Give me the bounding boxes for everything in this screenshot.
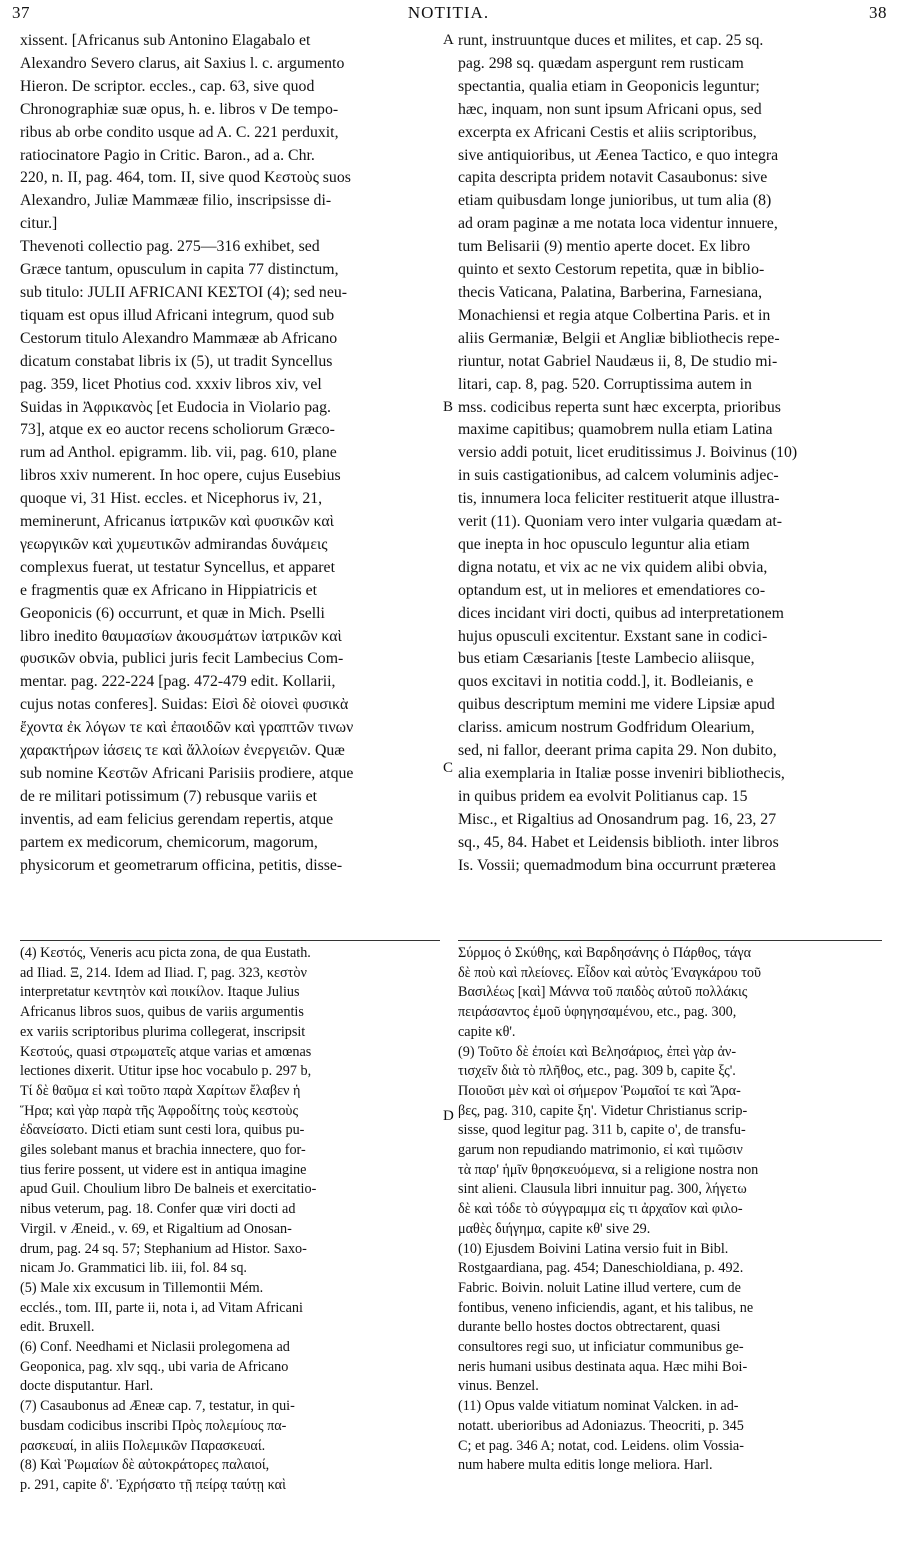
text-line: pag. 359, licet Photius cod. xxxiv libros xiv, vel <box>20 375 322 393</box>
main-text-right-column <box>458 30 882 878</box>
text-line: aliis Germaniæ, Belgii et Angliæ bibliothecis repe- <box>458 329 780 347</box>
footnote-line: capite κθ'. <box>458 1023 516 1040</box>
footnote-line: ρασκευαί, in aliis Πολεμικῶν Παρασκευαί. <box>20 1437 266 1454</box>
text-line: riuntur, notat Gabriel Naudæus ii, 8, De studio mi- <box>458 352 778 370</box>
section-marker-d: D <box>443 1108 454 1124</box>
footnote-line: nibus veterum, pag. 18. Confer quæ viri docti ad <box>20 1201 296 1218</box>
text-line: Hieron. De scriptor. eccles., cap. 63, sive quod <box>20 77 315 95</box>
footnote-line: C; et pag. 346 A; notat, cod. Leidens. olim Vossia- <box>458 1437 744 1454</box>
footnote-line: durante bello hostes doctos obtrectarent, quasi <box>458 1319 721 1336</box>
text-line: partem ex medicorum, chemicorum, magorum, <box>20 833 318 851</box>
footnote-line: (10) Ejusdem Boivini Latina versio fuit in Bibl. <box>458 1240 729 1257</box>
text-line: mentar. pag. 222-224 [pag. 472-479 edit. Kollarii, <box>20 673 336 691</box>
text-line: libro inedito θαυμασίων ἀκουσμάτων ἰατρικῶν καὶ <box>20 627 342 645</box>
footnote-divider-right <box>458 940 882 941</box>
footnote-line: (11) Opus valde vitiatum nominat Valcken. in ad- <box>458 1398 739 1415</box>
text-line: tiquam est opus illud Africani integrum, quod sub <box>20 306 335 324</box>
text-line: hujus opusculi excitentur. Exstant sane in codici- <box>458 627 768 645</box>
text-line: φυσικῶν obvia, publici juris fecit Lambecius Com- <box>20 650 344 668</box>
text-line: etiam quibusdam longe junioribus, ut tum alia (8) <box>458 192 772 210</box>
footnote-line: (7) Casaubonus ad Æneæ cap. 7, testatur, in qui- <box>20 1398 295 1415</box>
footnote-line: Τί δὲ θαῦμα εἰ καὶ τοῦτο παρὰ Χαρίτων ἔλαβεν ἡ <box>20 1082 301 1099</box>
text-line: verit (11). Quoniam vero inter vulgaria quædam at- <box>458 513 783 531</box>
text-line: Geoponicis (6) occurrunt, et quæ in Mich. Pselli <box>20 604 325 622</box>
footnote-line: Σύρμος ὁ Σκύθης, καὶ Βαρδησάνης ὁ Πάρθος, τάγα <box>458 945 752 961</box>
footnote-line: p. 291, capite δ'. Ἐχρήσατο τῇ πείρᾳ ταύτῃ καὶ <box>20 1476 286 1493</box>
footnote-line: vinus. Benzel. <box>458 1378 539 1395</box>
footnote-line: consultores regi suo, ut inficiatur communibus ge- <box>458 1339 744 1356</box>
text-line: quos excitavi in notitia codd.], it. Bodleianis, e <box>458 673 754 691</box>
text-line: ribus ab orbe condito usque ad A. C. 221 perduxit, <box>20 123 339 141</box>
footnote-line: interpretatur κεντητὸν καὶ ποικίλον. Itaque Julius <box>20 984 300 1001</box>
footnote-line: Geoponica, pag. xlv sqq., ubi varia de Africano <box>20 1358 289 1375</box>
footnote-line: (5) Male xix excusum in Tillemontii Mém. <box>20 1279 264 1296</box>
footnotes-left-column <box>20 944 440 1496</box>
footnote-line: neris humani usibus destinata aqua. Hæc mihi Boi- <box>458 1358 748 1375</box>
text-line: Chronographiæ suæ opus, h. e. libros v De tempo- <box>20 100 339 118</box>
text-line: runt, instruuntque duces et milites, et cap. 25 sq. <box>458 32 764 49</box>
footnote-line: Virgil. v Æneid., v. 69, et Rigaltium ad Onosan- <box>20 1220 292 1237</box>
footnote-line: ex variis scriptoribus plurima collegerat, inscripsit <box>20 1023 306 1040</box>
text-line: optandum est, ut in meliores et emendatiores co- <box>458 581 766 599</box>
footnote-line: num habere multa editis longe meliora. Harl. <box>458 1457 713 1474</box>
footnote-line: ecclés., tom. III, parte ii, nota i, ad Vitam Africani <box>20 1299 303 1316</box>
text-line: inventis, ad eam felicius gerendam repertis, atque <box>20 810 334 828</box>
text-line: Alexandro Severo clarus, ait Saxius l. c. argumento <box>20 54 345 72</box>
page-header <box>0 0 897 30</box>
text-line: sq., 45, 84. Habet et Leidensis biblioth. inter libros <box>458 833 779 851</box>
footnote-line: τισχεῖν διὰ τὸ πλῆθος, etc., pag. 309 b, capite ξς'. <box>458 1063 736 1080</box>
text-line: alia exemplaria in Italiæ posse inveniri bibliothecis, <box>458 765 785 782</box>
text-line: de re militari potissimum (7) rebusque variis et <box>20 787 318 805</box>
text-line: digna notatu, et vix ac ne vix quidem alibi obvia, <box>458 558 768 576</box>
footnote-line: ad Iliad. Ξ, 214. Idem ad Iliad. Γ, pag. 323, κεστὸν <box>20 964 307 981</box>
footnote-line: apud Guil. Choulium libro De balneis et exercitatio- <box>20 1181 317 1198</box>
footnote-line: βες, pag. 310, capite ξη'. Videtur Christianus scrip- <box>458 1102 748 1119</box>
footnote-line: Βασιλέως [καὶ] Μάννα τοῦ παιδὸς αὐτοῦ πολλάκις <box>458 984 748 1001</box>
text-line: cujus notas conferes]. Suidas: Εἰσὶ δὲ οἱονεὶ φυσικὰ <box>20 696 349 714</box>
text-line: ad oram paginæ a me notata loca videntur innuere, <box>458 215 778 233</box>
text-line: complexus fuerat, ut testatur Syncellus, et apparet <box>20 558 335 576</box>
text-line: Is. Vossii; quemadmodum bina occurrunt præterea <box>458 856 776 874</box>
text-line: Græce tantum, opusculum in capita 77 distinctum, <box>20 261 339 279</box>
footnote-line: tius ferire possent, ut videre est in antiqua imagine <box>20 1161 307 1178</box>
text-line: citur.] <box>20 215 58 233</box>
text-line: Alexandro, Juliæ Mammææ filio, inscripsisse di- <box>20 192 332 210</box>
text-line: ratiocinatore Pagio in Critic. Baron., ad a. Chr. <box>20 146 315 164</box>
footnote-line: notatt. uberioribus ad Adoniazus. Theocriti, p. 345 <box>458 1417 744 1434</box>
left-page-number: 37 <box>12 3 30 22</box>
text-line: dicatum constabat libris ix (5), ut tradit Syncellus <box>20 352 333 370</box>
text-line: excerpta ex Africani Cestis et aliis scriptoribus, <box>458 123 757 141</box>
text-line: pag. 298 sq. quædam aspergunt rem rusticam <box>458 54 744 72</box>
text-line: 220, n. II, pag. 464, tom. II, sive quod Κεστοὺς suos <box>20 169 351 187</box>
footnote-line: lectiones dixerit. Utitur ipse hoc vocabulo p. 297 b, <box>20 1063 312 1080</box>
footnotes-right-column <box>458 944 882 1476</box>
footnote-line: sint alieni. Clausula libri innuitur pag. 300, λήγετω <box>458 1181 747 1198</box>
text-line: spectantia, qualia etiam in Geoponicis leguntur; <box>458 77 760 95</box>
footnote-line: giles solebant manus et brachia innectere, quo for- <box>20 1142 306 1159</box>
footnote-line: δὲ ποὺ καὶ πλείονες. Εἶδον καὶ αὐτὸς Ἐναγκάρου τοῦ <box>458 964 762 981</box>
text-line: in quibus pridem ea evolvit Politianus cap. 15 <box>458 787 748 805</box>
footnote-line: garum non repudiando matrimonio, εἰ καὶ τιμῶσιν <box>458 1142 743 1159</box>
text-line: thecis Vaticana, Palatina, Barberina, Farnesiana, <box>458 283 763 301</box>
text-line: γεωργικῶν καὶ χυμευτικῶν admirandas δυνάμεις <box>20 535 328 553</box>
section-marker-b: B <box>443 399 454 415</box>
text-line: in suis castigationibus, ad calcem voluminis adjec- <box>458 467 779 485</box>
text-line: versio addi potuit, licet eruditissimus J. Boivinus (10) <box>458 444 798 462</box>
text-line: hæc, inquam, non sunt ipsum Africani opus, sed <box>458 100 762 118</box>
text-line: litari, cap. 8, pag. 520. Corruptissima autem in <box>458 375 752 393</box>
footnote-line: (9) Τοῦτο δὲ ἐποίει καὶ Βελησάριος, ἐπεὶ γὰρ ἀν- <box>458 1043 737 1060</box>
text-line: meminerunt, Africanus ἰατρικῶν καὶ φυσικῶν καὶ <box>20 513 334 531</box>
footnote-line: τὰ παρ' ἡμῖν θρησκευόμενα, si a religione nostra non <box>458 1161 759 1178</box>
footnote-line: busdam codicibus inscribi Πρὸς πολεμίους πα- <box>20 1417 287 1434</box>
text-line: que inepta in hoc opusculo leguntur alia etiam <box>458 535 750 553</box>
footnote-line: δὲ καὶ τόδε τὸ σύγγραμμα εἰς τι ἀρχαῖον καὶ φιλο- <box>458 1201 743 1218</box>
text-line: ἔχοντα ἐκ λόγων τε καὶ ἐπαοιδῶν καὶ γραπτῶν τινων <box>20 719 354 737</box>
text-line: libros xxiv numerent. In hoc opere, cujus Eusebius <box>20 467 341 485</box>
text-line: tum Belisarii (9) mentio aperte docet. Ex libro <box>458 238 751 256</box>
text-line: xissent. [Africanus sub Antonino Elagabalo et <box>20 32 311 49</box>
running-title: NOTITIA. <box>407 3 490 22</box>
text-line: sub nomine Κεστῶν Africani Parisiis prodiere, atque <box>20 765 354 782</box>
footnote-line: fontibus, veneno inficiendis, agant, et his talibus, ne <box>458 1299 754 1316</box>
text-line: capita descripta pridem notavit Casaubonus: sive <box>458 169 768 187</box>
text-line: quoque vi, 31 Hist. eccles. et Nicephorus iv, 21, <box>20 490 323 508</box>
text-line: e fragmentis quæ ex Africano in Hippiatricis et <box>20 581 317 599</box>
footnote-line: Fabric. Boivin. noluit Latine illud vertere, cum de <box>458 1279 741 1296</box>
text-line: sub titulo: JULII AFRICANI ΚΕΣΤΟΙ (4); sed neu- <box>20 283 348 301</box>
text-line: Monachiensi et regia atque Colbertina Paris. et in <box>458 306 771 324</box>
text-line: sive antiquioribus, ut Æenea Tactico, e quo integra <box>458 146 779 164</box>
main-text-left-column <box>20 30 440 878</box>
footnote-divider-left <box>20 940 440 941</box>
text-line: bus etiam Cæsarianis [teste Lambecio aliisque, <box>458 650 755 668</box>
section-marker-a: A <box>443 32 454 48</box>
footnote-line: Κεστούς, quasi στρωματεῖς atque varias et amœnas <box>20 1043 312 1060</box>
footnote-line: sisse, quod legitur pag. 311 b, capite ο', de transfu- <box>458 1122 746 1139</box>
text-line: quibus descriptum memini me videre Lipsiæ apud <box>458 696 775 714</box>
text-line: sed, ni fallor, deerant prima capita 29. Non dubito, <box>458 742 777 760</box>
text-line: mss. codicibus reperta sunt hæc excerpta, prioribus <box>458 398 781 416</box>
footnote-line: Ποιοῦσι μὲν καὶ οἱ σήμερον Ῥωμαῖοί τε καὶ Ἄρα- <box>458 1082 741 1099</box>
footnote-line: drum, pag. 24 sq. 57; Stephanium ad Histor. Saxo- <box>20 1240 307 1257</box>
text-line: quinto et sexto Cestorum repetita, quæ in biblio- <box>458 261 765 279</box>
footnote-line: docte disputantur. Harl. <box>20 1378 154 1395</box>
text-line: physicorum et geometrarum officina, petitis, disse- <box>20 856 343 874</box>
footnote-line: nicam Jo. Grammatici lib. iii, fol. 84 sq. <box>20 1260 247 1277</box>
footnote-line: μαθὲς διήγημα, capite κθ' sive 29. <box>458 1220 651 1237</box>
footnote-line: (8) Καὶ Ῥωμαίων δὲ αὐτοκράτορες παλαιοί, <box>20 1457 270 1474</box>
text-line: χαρακτήρων ἰάσεις τε καὶ ἄλλοίων ἐνεργειῶν. Quæ <box>20 742 345 760</box>
text-line: rum ad Anthol. epigramm. lib. vii, pag. 610, plane <box>20 444 337 462</box>
text-line: dices incidant viri docti, quibus ad interpretationem <box>458 604 784 622</box>
text-line: Thevenoti collectio pag. 275—316 exhibet, sed <box>20 238 320 256</box>
section-marker-c: C <box>443 760 454 776</box>
text-line: Misc., et Rigaltius ad Onosandrum pag. 16, 23, 27 <box>458 810 777 828</box>
text-line: clariss. amicum nostrum Godfridum Olearium, <box>458 719 755 737</box>
text-line: Cestorum titulo Alexandro Mammææ ab Africano <box>20 329 338 347</box>
text-line: maxime capitibus; quamobrem nulla etiam Latina <box>458 421 773 439</box>
footnote-line: Rostgaardiana, pag. 454; Daneschioldiana, p. 492. <box>458 1260 744 1277</box>
footnote-line: Africanus libros suos, quibus de variis argumentis <box>20 1004 304 1021</box>
right-page-number: 38 <box>869 3 887 22</box>
footnote-line: (4) Κεστός, Veneris acu picta zona, de qua Eustath. <box>20 945 311 961</box>
footnote-line: πειράσαντος ἐμοῦ ὑφηγησαμένου, etc., pag. 300, <box>458 1004 737 1021</box>
footnote-line: edit. Bruxell. <box>20 1319 95 1336</box>
footnote-line: Ἥρα; καὶ γὰρ παρὰ τῆς Ἀφροδίτης τοὺς κεστοὺς <box>20 1102 299 1119</box>
text-line: Suidas in Ἀφρικανὸς [et Eudocia in Violario pag. <box>20 398 331 416</box>
text-line: 73], atque ex eo auctor recens scholiorum Græco- <box>20 421 335 439</box>
text-line: tis, innumera loca feliciter restituerit atque illustra- <box>458 490 780 508</box>
footnote-line: (6) Conf. Needhami et Niclasii prolegomena ad <box>20 1339 290 1356</box>
footnote-line: ἐδανείσατο. Dicti etiam sunt cesti lora, quibus pu- <box>20 1122 305 1139</box>
